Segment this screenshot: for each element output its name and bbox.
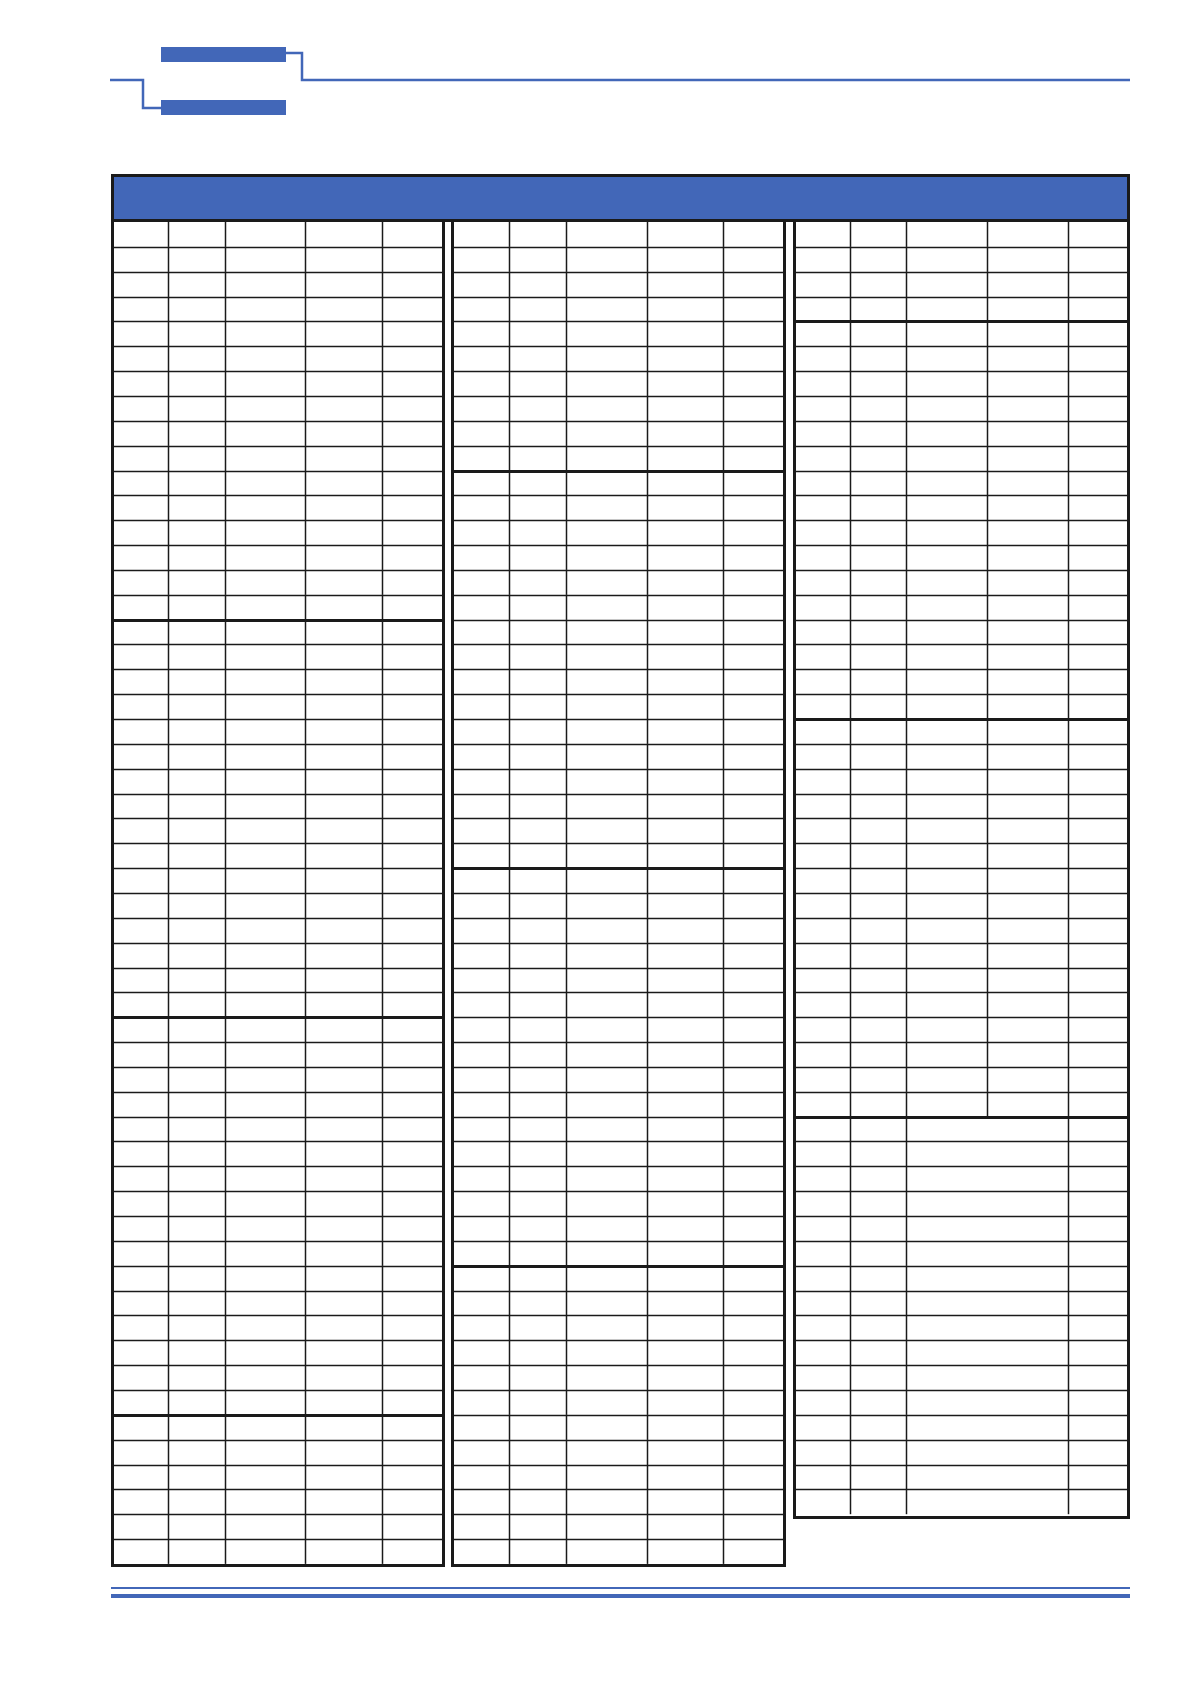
header-connector-left xyxy=(110,80,161,108)
footer-line-thick xyxy=(111,1594,1130,1598)
header-bracket-graphic xyxy=(0,0,1191,130)
page-header-decoration xyxy=(0,0,1191,130)
page-footer-rule xyxy=(111,1587,1130,1601)
footer-line-thin xyxy=(111,1587,1130,1589)
header-tab-top xyxy=(161,47,286,62)
table-grid-right xyxy=(796,222,1127,1516)
table-grid-left xyxy=(114,222,442,1564)
table-grid-middle xyxy=(454,222,783,1564)
header-tab-bottom xyxy=(161,100,286,115)
table-column-group-right xyxy=(793,222,1130,1519)
table-column-group-middle xyxy=(451,222,786,1567)
header-connector-right xyxy=(286,53,1130,80)
table-title-banner xyxy=(111,174,1130,222)
table-column-group-left xyxy=(111,222,445,1567)
